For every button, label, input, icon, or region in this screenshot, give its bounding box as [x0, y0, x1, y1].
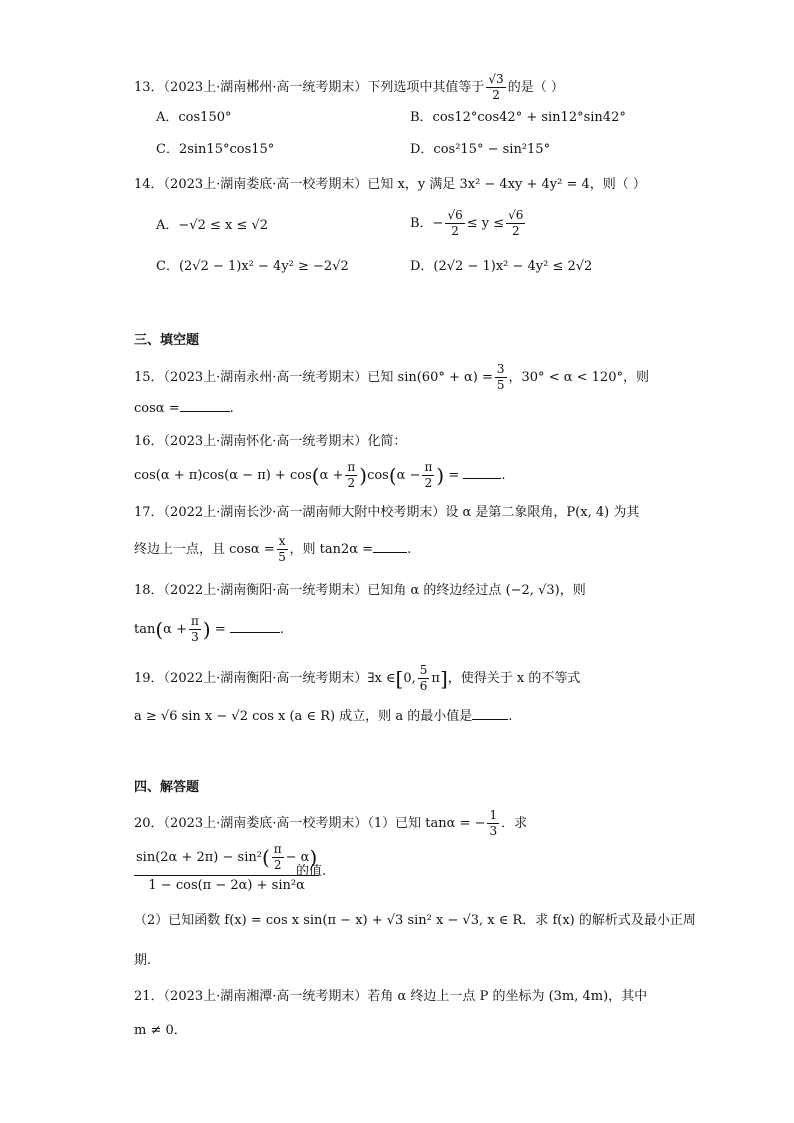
q21-line2: m ≠ 0．: [134, 1023, 187, 1038]
q20-num-inner: − α: [285, 850, 310, 865]
q18-line1: 18．（2022上·湖南衡阳·高一统考期末）已知角 α 的终边经过点 (−2, √3)，则: [134, 583, 586, 598]
q19-line1: [134, 663, 580, 694]
q16-answer-blank[interactable]: [463, 464, 501, 479]
q16-frac1-den: 2: [347, 476, 356, 490]
q18-tan: tan: [134, 622, 156, 637]
q18-inner: α +: [163, 622, 187, 637]
q18-answer-blank[interactable]: [230, 618, 280, 633]
q17-line2: 终边上一点，且 cosα = $\frac{x}{5}$ ，则 tan2α = .: [134, 534, 412, 564]
q16-frac1-num: π: [347, 460, 356, 474]
q18-line2: tan(α + $\frac{\pi}{3}$ ) = .: [134, 614, 285, 644]
q20-fraction: [487, 808, 499, 839]
q17-text-pre: 终边上一点，且 cosα =: [134, 542, 275, 557]
q19-interval-pi: π: [431, 671, 440, 686]
q18-frac-den: 3: [191, 630, 199, 644]
q17-fraction: [277, 534, 288, 565]
q19-condition: a ≥ √6 sin x − √2 cos x (a ∈ R) 成立，则 a 的最小值是: [134, 709, 473, 724]
q18-paren-open: (: [155, 617, 164, 642]
q16-frac2-den: 2: [424, 476, 433, 490]
q20-frac-num: 1: [489, 808, 498, 822]
q13-stem-end: 的是（ ）: [507, 80, 564, 95]
q14-option-b-prefix: B．−: [410, 216, 444, 231]
q17-frac-den: 5: [278, 550, 286, 564]
q14-b-den-right: 2: [511, 224, 520, 238]
q20-num-frac-den: 2: [273, 858, 282, 872]
q16-line1: 16．（2023上·湖南怀化·高一统考期末）化简：: [134, 434, 407, 449]
q15-frac-den: 5: [496, 378, 505, 392]
q16-paren-open-1: (: [311, 463, 320, 488]
q20-num-text: sin(2α + 2π) − sin²: [136, 850, 262, 865]
q16-paren-open-2: (: [388, 463, 397, 488]
q19-frac-den: 6: [419, 679, 428, 693]
q16-line2: cos(α + π)cos(α − π) + cos(α + $\frac{\pi}{2}$ )cos(α − $\frac{\pi}{2}$ ) = .: [134, 460, 506, 490]
q16-frac2-num: π: [424, 460, 433, 474]
q14-b-frac-left: [445, 208, 464, 239]
q14-b-den-left: 2: [451, 224, 459, 238]
q13-stem-text: 13．（2023上·湖南郴州·高一统考期末）下列选项中其值等于: [134, 80, 485, 95]
q19-line2: a ≥ √6 sin x − √2 cos x (a ∈ R) 成立，则 a 的最小值是 .: [134, 705, 512, 727]
q19-text-post: ，使得关于 x 的不等式: [447, 671, 581, 686]
q14-option-a: A．−√2 ≤ x ≤ √2: [156, 218, 269, 233]
q14-b-num-right: √6: [508, 208, 524, 222]
q20-num-fraction: [272, 842, 284, 873]
q15-fraction: [495, 362, 507, 393]
q19-bracket-close: ]: [439, 666, 448, 691]
q20-text-post: ．求: [501, 816, 528, 831]
q19-answer-blank[interactable]: [472, 705, 508, 720]
q17-frac-num: x: [278, 534, 286, 548]
q15-answer-label: cosα =: [134, 401, 180, 416]
q16-expr-a: cos(α + π)cos(α − π) + cos: [134, 468, 312, 483]
q16-frac-2: [422, 460, 434, 491]
q19-text-pre: 19．（2022上·湖南衡阳·高一统考期末）∃x ∈: [134, 671, 396, 686]
q20-big-fraction: [134, 842, 319, 893]
q15-line1: [134, 362, 649, 393]
q20-num-frac-num: π: [273, 842, 282, 856]
q14-b-num-left: √6: [447, 208, 463, 222]
q14-b-mid: ≤ y ≤: [466, 216, 505, 231]
q17-line1: 17．（2022上·湖南长沙·高一湖南师大附中校考期末）设 α 是第二象限角，P(x, 4) 为其: [134, 505, 640, 520]
q18-equals: =: [214, 622, 226, 637]
q20-after-fraction: 的值.: [296, 864, 327, 879]
q15-answer-blank[interactable]: [180, 397, 230, 412]
q14-option-b: [410, 208, 527, 239]
q16-term2: α −: [396, 468, 421, 483]
q20-frac-den: 3: [489, 824, 498, 838]
q17-text-post: ，则 tan2α =: [289, 542, 374, 557]
q19-bracket-open: [: [395, 666, 404, 691]
q20-paren-open: (: [261, 845, 270, 870]
q13-frac-num: √3: [488, 72, 504, 86]
q20-text-pre: 20．（2023上·湖南娄底·高一校考期末）（1）已知 tanα = −: [134, 816, 486, 831]
q19-frac-num: 5: [419, 663, 428, 677]
q19-interval-start: 0,: [403, 671, 416, 686]
q16-term1: α +: [319, 468, 344, 483]
q14-option-c: C．(2√2 − 1)x² − 4y² ≥ −2√2: [156, 259, 349, 274]
q14-stem: 14．（2023上·湖南娄底·高一校考期末）已知 x，y 满足 3x² − 4xy + 4y² = 4，则（ ）: [134, 177, 646, 192]
q14-option-d: D．(2√2 − 1)x² − 4y² ≤ 2√2: [410, 259, 593, 274]
q13-option-a: A．cos150°: [156, 110, 232, 125]
q18-frac-num: π: [190, 614, 199, 628]
q15-text-pre: 15．（2023上·湖南永州·高一统考期末）已知 sin(60° + α) =: [134, 370, 493, 385]
q20-line1: [134, 808, 527, 839]
q20-big-numerator: [134, 842, 319, 876]
q18-paren-close: ): [202, 617, 211, 642]
q19-fraction: [418, 663, 430, 694]
q16-paren-close-1: ): [359, 463, 368, 488]
q13-frac-den: 2: [492, 88, 500, 102]
q16-expr-b: cos: [367, 468, 389, 483]
q18-fraction: [189, 614, 201, 645]
q15-line2: cosα = .: [134, 397, 234, 419]
q13-fraction: [486, 72, 505, 103]
q15-text-post: ，30° < α < 120°，则: [508, 370, 649, 385]
q16-frac-1: [345, 460, 357, 491]
q20-part2-end: 期.: [134, 953, 152, 968]
section-fill-in-heading: 三、填空题: [134, 333, 200, 348]
q20-big-denominator: 1 − cos(π − 2α) + sin²α: [148, 878, 305, 893]
q13-option-c: C．2sin15°cos15°: [156, 142, 275, 157]
q13-stem: [134, 72, 564, 103]
q17-answer-blank[interactable]: [373, 538, 407, 553]
q13-option-b: B．cos12°cos42° + sin12°sin42°: [410, 110, 626, 125]
section-solution-heading: 四、解答题: [134, 780, 200, 795]
q16-paren-close-2: ): [436, 463, 445, 488]
q20-paren-close: ): [309, 845, 318, 870]
q20-part2: （2）已知函数 f(x) = cos x sin(π − x) + √3 sin² x − √3, x ∈ R．求 f(x) 的解析式及最小正周: [134, 913, 696, 928]
q15-frac-num: 3: [496, 362, 505, 376]
q13-option-d: D．cos²15° − sin²15°: [410, 142, 551, 157]
q16-equals: =: [448, 468, 460, 483]
q21-line1: 21．（2023上·湖南湘潭·高一统考期末）若角 α 终边上一点 P 的坐标为 (3m, 4m)，其中: [134, 989, 648, 1004]
q14-b-frac-right: [506, 208, 525, 239]
